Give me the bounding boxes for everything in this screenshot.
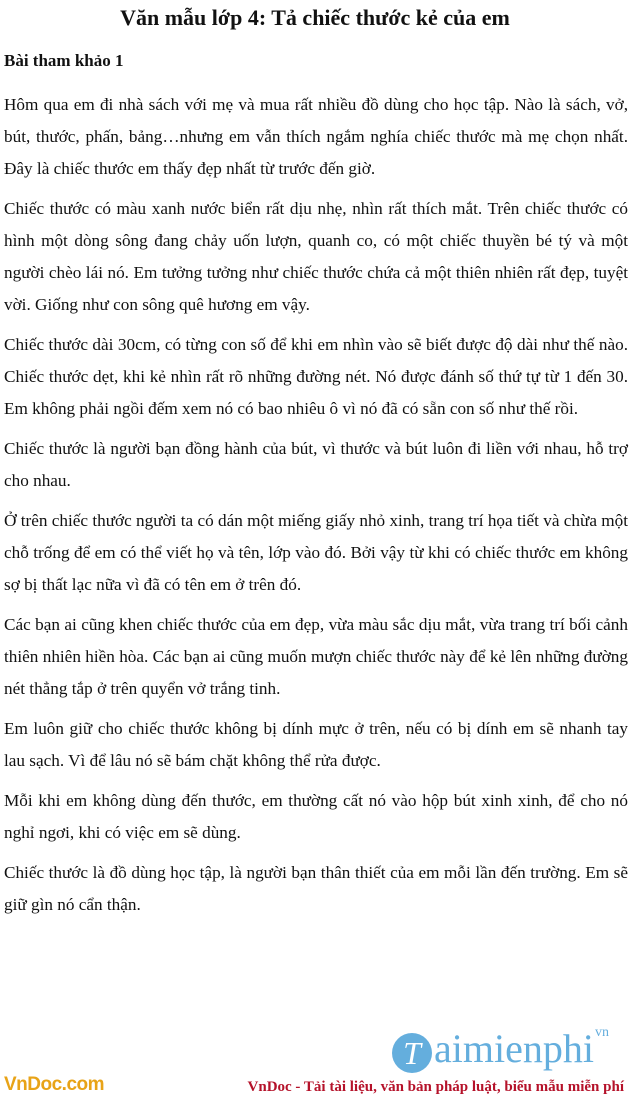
taimienphi-watermark-logo: T aimienphi$^{vn}$ <box>392 1026 609 1072</box>
essay-body <box>4 89 628 929</box>
vndoc-logo: VnDoc.com <box>4 1074 105 1095</box>
paragraph: Mỗi khi em không dùng đến thước, em thường cất nó vào hộp bút xinh xinh, để cho nó nghỉ ngơi, khi có việc em sẽ dùng. <box>4 791 628 842</box>
paragraph: Chiếc thước dài 30cm, có từng con số để khi em nhìn vào sẽ biết được độ dài như thế nào. Chiếc thước dẹt, khi kẻ nhìn rất rõ những đường nét. Nó được đánh số thứ tự từ 1 đến 30. Em không phải ngồi đếm xem nó có bao nhiêu ô vì nó đã có sẵn con số như thế rồi. <box>4 335 628 418</box>
paragraph: Chiếc thước là người bạn đồng hành của bút, vì thước và bút luôn đi liền với nhau, hỗ trợ cho nhau. <box>4 439 628 490</box>
paragraph: Hôm qua em đi nhà sách với mẹ và mua rất nhiều đồ dùng cho học tập. Nào là sách, vở, bút, thước, phấn, bảng…nhưng em vẫn thích ngắm nghía chiếc thước mà mẹ chọn nhất. Đây là chiếc thước em thấy đẹp nhất từ trước đến giờ. <box>4 95 628 178</box>
paragraph: Chiếc thước là đồ dùng học tập, là người bạn thân thiết của em mỗi lần đến trường. Em sẽ giữ gìn nó cẩn thận. <box>4 863 628 914</box>
page-title: Văn mẫu lớp 4: Tả chiếc thước kẻ của em <box>120 5 510 30</box>
footer-tagline: VnDoc - Tải tài liệu, văn bản pháp luật, biểu mẫu miễn phí <box>247 1079 624 1095</box>
paragraph: Em luôn giữ cho chiếc thước không bị dính mực ở trên, nếu có bị dính em sẽ nhanh tay lau sạch. Vì để lâu nó sẽ bám chặt không thể rửa được. <box>4 719 628 770</box>
paragraph: Ở trên chiếc thước người ta có dán một miếng giấy nhỏ xinh, trang trí họa tiết và chừa một chỗ trống để em có thể viết họ và tên, lớp vào đó. Bởi vậy từ khi có chiếc thước em không sợ bị thất lạc nữa vì đã có tên em ở trên đó. <box>4 511 628 594</box>
paragraph: Chiếc thước có màu xanh nước biển rất dịu nhẹ, nhìn rất thích mắt. Trên chiếc thước có hình một dòng sông đang chảy uốn lượn, quanh co, có một chiếc thuyền bé tý và một người chèo lái nó. Em tưởng tưởng như chiếc thước chứa cả một thiên nhiên rất đẹp, tuyệt vời. Giống như con sông quê hương em vậy. <box>4 199 628 314</box>
section-heading: Bài tham khảo 1 <box>4 51 124 70</box>
paragraph: Các bạn ai cũng khen chiếc thước của em đẹp, vừa màu sắc dịu mắt, vừa trang trí bối cảnh thiên nhiên hiền hòa. Các bạn ai cũng muốn mượn chiếc thước này để kẻ lên những đường nét thẳng tắp ở trên quyển vở trắng tinh. <box>4 615 628 698</box>
